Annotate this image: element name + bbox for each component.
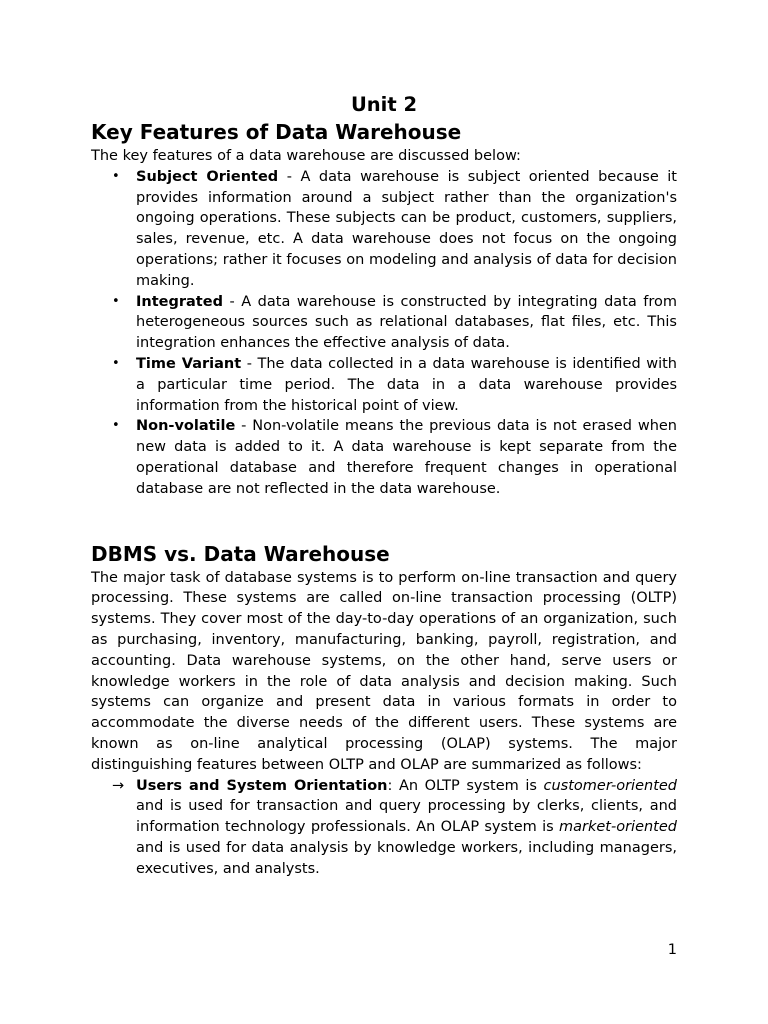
arrow-right-icon: → bbox=[112, 777, 125, 794]
section-spacer bbox=[91, 500, 677, 540]
comparison-list bbox=[91, 776, 677, 880]
comparison-text-3: and is used for data analysis by knowledge workers, including managers, executives, and analysts. bbox=[136, 839, 677, 877]
feature-item-integrated bbox=[112, 292, 677, 354]
feature-text: - Non-volatile means the previous data is not erased when new data is added to it. A data warehouse is kept separate from the operational database and therefore frequent changes in operational database are not reflected in the data warehouse. bbox=[136, 418, 677, 497]
comparison-item-users-orientation bbox=[112, 776, 678, 880]
feature-text: - The data collected in a data warehouse is identified with a particular time period. The data in a data warehouse provides information from the historical point of view. bbox=[136, 355, 677, 414]
bullet-icon: • bbox=[112, 418, 120, 434]
feature-term: Non-volatile bbox=[136, 418, 236, 435]
section-heading-key-features: Key Features of Data Warehouse bbox=[91, 120, 462, 144]
section-paragraph: The major task of database systems is to perform on-line transaction and query processing. These systems are called on-line transaction processing (OLTP) systems. They cover most of the day-to-day operations of an organization, such as purchasing, inventory, manufacturing, banking, payroll, registration, and accounting. Data warehouse systems, on the other hand, serve users or knowledge workers in the role of data analysis and decision making. Such systems can organize and present data in various formats in order to accommodate the diverse needs of the different users. These systems are known as on-line analytical processing (OLAP) systems. The major distinguishing features between OLTP and OLAP are summarized as follows: bbox=[91, 569, 677, 773]
section-heading-dbms-vs-dw: DBMS vs. Data Warehouse bbox=[91, 541, 390, 566]
section-intro: The key features of a data warehouse are discussed below: bbox=[91, 148, 521, 164]
bullet-icon: • bbox=[112, 355, 120, 371]
feature-term: Subject Oriented bbox=[136, 168, 279, 185]
comparison-text-1: : An OLTP system is bbox=[387, 777, 544, 794]
feature-item-non-volatile bbox=[112, 416, 677, 499]
feature-text: - A data warehouse is subject oriented because it provides information around a subject rather than the organization's ongoing operations. These subjects can be product, customers, suppliers, sales, revenue, etc. A data warehouse does not focus on the ongoing operations; rather it focuses on modeling and analysis of data for decision making. bbox=[136, 168, 677, 289]
feature-term: Time Variant bbox=[136, 355, 242, 372]
unit-title: Unit 2 bbox=[350, 93, 418, 116]
feature-item-subject-oriented bbox=[112, 167, 677, 292]
bullet-icon: • bbox=[112, 293, 120, 309]
comparison-text-2: and is used for transaction and query processing by clerks, clients, and information technology professionals. An OLAP system is bbox=[136, 798, 677, 836]
bullet-icon: • bbox=[112, 168, 120, 184]
feature-text: - A data warehouse is constructed by integrating data from heterogeneous sources such as relational databases, flat files, etc. This integration enhances the effective analysis of data. bbox=[136, 293, 677, 352]
comparison-term: Users and System Orientation bbox=[136, 777, 388, 794]
document-page bbox=[91, 92, 677, 880]
features-list bbox=[91, 167, 677, 500]
feature-item-time-variant bbox=[112, 354, 677, 416]
feature-term: Integrated bbox=[136, 293, 223, 310]
page-number: 1 bbox=[667, 942, 677, 958]
comparison-emphasis-market: market-oriented bbox=[559, 819, 677, 836]
comparison-emphasis-customer: customer-oriented bbox=[543, 777, 678, 794]
